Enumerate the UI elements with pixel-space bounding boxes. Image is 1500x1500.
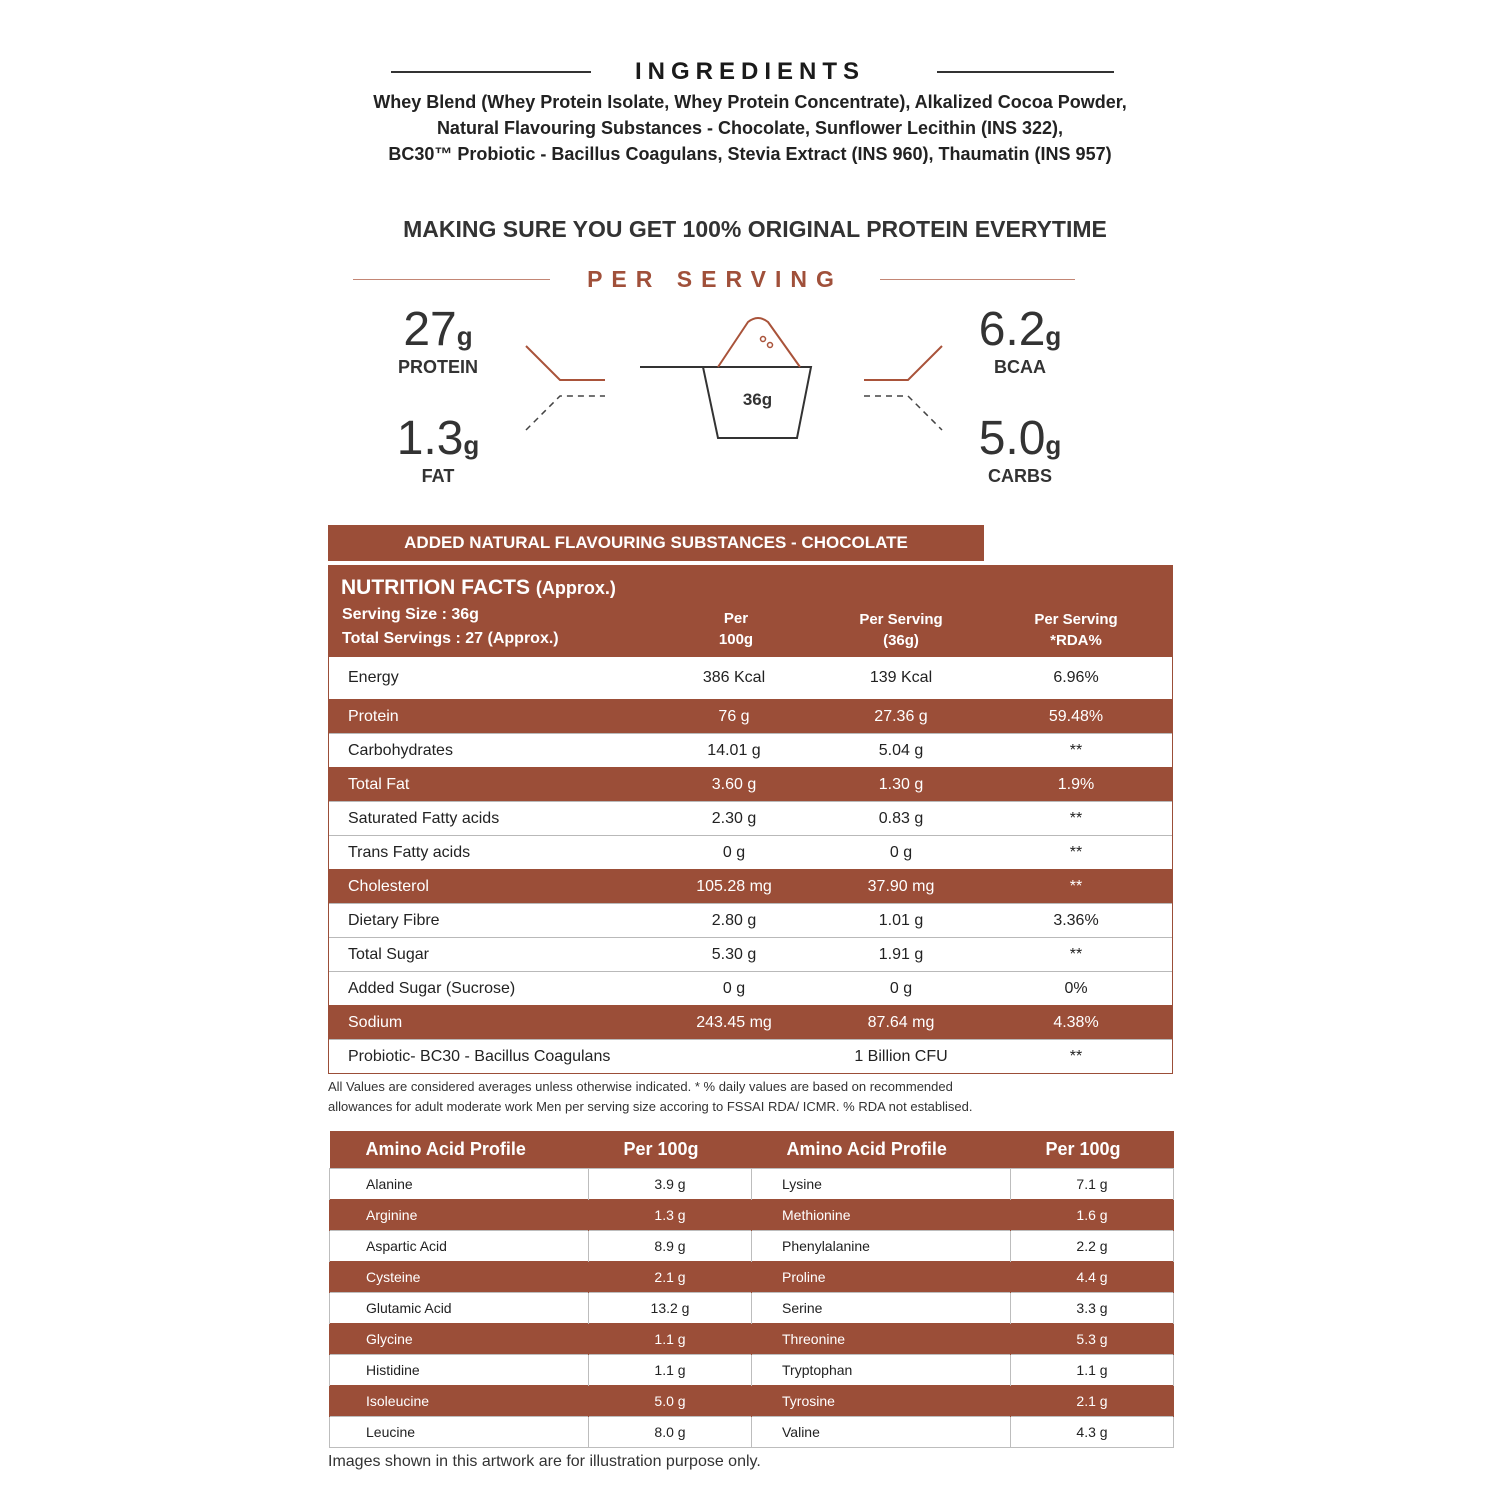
ingredients-line-2: Natural Flavouring Substances - Chocolate, Sunflower Lecithin (INS 322), xyxy=(436,118,1064,138)
ingredients-title: INGREDIENTS xyxy=(634,58,865,85)
amino-header-row xyxy=(330,1131,1174,1169)
amino-value-left: 3.9 g xyxy=(589,1169,752,1200)
col-per-serving: Per Serving (36g) xyxy=(859,611,943,649)
nutrient-name: Protein xyxy=(348,707,399,725)
fat-value: 1.3g xyxy=(396,412,480,465)
amino-value-left: 8.0 g xyxy=(589,1417,752,1448)
nutrition-row xyxy=(329,869,1172,903)
amino-row xyxy=(330,1262,1174,1293)
total-servings: Total Servings : 27 (Approx.) xyxy=(342,630,559,647)
nutrition-row xyxy=(329,937,1172,971)
amino-value-left: 1.1 g xyxy=(589,1355,752,1386)
per-serving-value: 139 Kcal xyxy=(869,669,933,686)
rda-value: 4.38% xyxy=(1053,1013,1099,1031)
per-100g-value: 5.30 g xyxy=(711,945,757,963)
amino-name-right: Valine xyxy=(752,1417,1011,1448)
illustration-disclaimer: Images shown in this artwork are for illustration purpose only. xyxy=(328,1453,761,1470)
bcaa-value: 6.2g xyxy=(978,303,1062,356)
amino-name-left: Glycine xyxy=(330,1324,589,1355)
protein-label: PROTEIN xyxy=(397,357,478,377)
amino-header-profile-right: Amino Acid Profile xyxy=(752,1131,1011,1169)
rda-value: ** xyxy=(1069,741,1083,759)
amino-header-per100-right: Per 100g xyxy=(1011,1131,1174,1169)
amino-value-right: 4.4 g xyxy=(1011,1262,1174,1293)
nutrition-row xyxy=(329,733,1172,767)
carbs-label: CARBS xyxy=(987,466,1052,486)
nutrient-name: Saturated Fatty acids xyxy=(348,809,500,827)
nutrition-row xyxy=(329,699,1172,733)
per-100g-value: 105.28 mg xyxy=(696,877,772,895)
nutrition-row xyxy=(329,767,1172,801)
fat-label: FAT xyxy=(421,466,455,486)
per-serving-value: 37.90 mg xyxy=(867,877,935,895)
flavour-banner: ADDED NATURAL FLAVOURING SUBSTANCES - CHOCOLATE xyxy=(328,525,984,561)
nutrient-name: Dietary Fibre xyxy=(348,911,440,929)
per-100g-value: 76 g xyxy=(718,707,750,725)
nutrient-name: Energy xyxy=(348,669,399,686)
amino-name-right: Threonine xyxy=(752,1324,1011,1355)
nutrition-facts-table xyxy=(328,565,1173,1074)
ingredients-line-1: Whey Blend (Whey Protein Isolate, Whey Protein Concentrate), Alkalized Cocoa Powder, xyxy=(373,92,1127,112)
nutrient-name: Total Sugar xyxy=(348,945,429,963)
nutrition-row xyxy=(329,1039,1172,1073)
amino-value-left: 1.3 g xyxy=(589,1200,752,1231)
per-serving-value: 1 Billion CFU xyxy=(854,1047,948,1065)
scoop-icon xyxy=(640,318,811,438)
amino-row xyxy=(330,1200,1174,1231)
scoop-diagram xyxy=(0,0,1500,500)
rda-value: ** xyxy=(1069,843,1083,861)
amino-row xyxy=(330,1355,1174,1386)
amino-value-left: 5.0 g xyxy=(589,1386,752,1417)
amino-name-right: Lysine xyxy=(752,1169,1011,1200)
amino-name-right: Tryptophan xyxy=(752,1355,1011,1386)
connector-carbs xyxy=(864,396,942,430)
rda-value: ** xyxy=(1069,945,1083,963)
amino-name-right: Tyrosine xyxy=(752,1386,1011,1417)
ingredients-line-3: BC30™ Probiotic - Bacillus Coagulans, Stevia Extract (INS 960), Thaumatin (INS 957) xyxy=(388,144,1112,164)
amino-value-right: 2.2 g xyxy=(1011,1231,1174,1262)
amino-acid-table xyxy=(329,1131,1174,1448)
footnote-line-1: All Values are considered averages unless otherwise indicated. * % daily values are based on recommended xyxy=(328,1079,953,1094)
amino-name-left: Isoleucine xyxy=(330,1386,589,1417)
serving-size: Serving Size : 36g xyxy=(342,606,479,623)
nutrition-row xyxy=(329,1005,1172,1039)
rda-value: 3.36% xyxy=(1053,911,1099,929)
amino-name-right: Serine xyxy=(752,1293,1011,1324)
nutrient-name: Sodium xyxy=(348,1013,403,1031)
per-serving-value: 5.04 g xyxy=(878,741,924,759)
amino-row xyxy=(330,1293,1174,1324)
col-rda: Per Serving *RDA% xyxy=(1034,611,1118,649)
amino-name-left: Glutamic Acid xyxy=(330,1293,589,1324)
per-100g-value: 0 g xyxy=(722,843,746,861)
amino-name-right: Phenylalanine xyxy=(752,1231,1011,1262)
protein-value: 27g xyxy=(403,303,473,356)
amino-name-left: Aspartic Acid xyxy=(330,1231,589,1262)
per-serving-value: 1.01 g xyxy=(878,911,924,929)
amino-value-left: 1.1 g xyxy=(589,1324,752,1355)
connector-bcaa xyxy=(864,346,942,380)
amino-value-right: 5.3 g xyxy=(1011,1324,1174,1355)
amino-row xyxy=(330,1231,1174,1262)
amino-value-right: 3.3 g xyxy=(1011,1293,1174,1324)
per-100g-value: 2.30 g xyxy=(711,809,757,827)
amino-name-right: Methionine xyxy=(752,1200,1011,1231)
amino-header-per100-left: Per 100g xyxy=(589,1131,752,1169)
rda-value: 0% xyxy=(1064,979,1088,997)
carbs-value: 5.0g xyxy=(978,412,1062,465)
per-100g-value: 0 g xyxy=(722,979,746,997)
nutrition-row xyxy=(329,801,1172,835)
per-serving-value: 87.64 mg xyxy=(867,1013,935,1031)
per-serving-value: 1.91 g xyxy=(878,945,924,963)
per-100g-value: 386 Kcal xyxy=(702,669,766,686)
per-serving-value: 1.30 g xyxy=(878,775,924,793)
amino-row xyxy=(330,1417,1174,1448)
rda-value: ** xyxy=(1069,809,1083,827)
per-100g-value: 14.01 g xyxy=(707,741,761,759)
nutrition-rows xyxy=(329,657,1172,1073)
per-100g-value: 2.80 g xyxy=(711,911,757,929)
per-100g-value: 3.60 g xyxy=(711,775,757,793)
per-serving-value: 0.83 g xyxy=(878,809,924,827)
connector-protein xyxy=(526,346,605,380)
nutrient-name: Trans Fatty acids xyxy=(348,843,471,861)
tagline: MAKING SURE YOU GET 100% ORIGINAL PROTEIN EVERYTIME xyxy=(403,216,1107,242)
rda-value: 1.9% xyxy=(1057,775,1095,793)
rda-value: 59.48% xyxy=(1048,707,1104,725)
nutrition-facts-header xyxy=(329,566,1172,657)
amino-name-left: Leucine xyxy=(330,1417,589,1448)
per-serving-value: 0 g xyxy=(889,843,913,861)
nutrition-row xyxy=(329,657,1172,699)
amino-name-right: Proline xyxy=(752,1262,1011,1293)
amino-value-right: 1.1 g xyxy=(1011,1355,1174,1386)
rda-value: 6.96% xyxy=(1053,669,1099,686)
amino-value-right: 1.6 g xyxy=(1011,1200,1174,1231)
per-serving-title: PER SERVING xyxy=(587,266,843,292)
nutrient-name: Cholesterol xyxy=(348,877,429,895)
amino-row xyxy=(330,1386,1174,1417)
footnote-line-2: allowances for adult moderate work Men per serving size accoring to FSSAI RDA/ ICMR. % RDA not establised. xyxy=(328,1099,973,1114)
col-per-100g: Per 100g xyxy=(718,610,754,648)
rda-value: ** xyxy=(1069,1047,1083,1065)
amino-value-right: 4.3 g xyxy=(1011,1417,1174,1448)
amino-value-right: 7.1 g xyxy=(1011,1169,1174,1200)
nutrition-row xyxy=(329,903,1172,937)
amino-name-left: Arginine xyxy=(330,1200,589,1231)
nutrient-name: Probiotic- BC30 - Bacillus Coagulans xyxy=(348,1047,611,1065)
nutrition-title: NUTRITION FACTS (Approx.) xyxy=(341,576,616,599)
amino-value-left: 8.9 g xyxy=(589,1231,752,1262)
nutrient-name: Total Fat xyxy=(348,775,410,793)
amino-row xyxy=(330,1324,1174,1355)
amino-value-left: 2.1 g xyxy=(589,1262,752,1293)
nutrition-row xyxy=(329,835,1172,869)
per-serving-value: 27.36 g xyxy=(874,707,928,725)
nutrient-name: Carbohydrates xyxy=(348,741,453,759)
amino-value-right: 2.1 g xyxy=(1011,1386,1174,1417)
per-serving-value: 0 g xyxy=(889,979,913,997)
per-100g-value: 243.45 mg xyxy=(696,1013,772,1031)
amino-name-left: Alanine xyxy=(330,1169,589,1200)
amino-name-left: Histidine xyxy=(330,1355,589,1386)
nutrient-name: Added Sugar (Sucrose) xyxy=(348,979,516,997)
amino-row xyxy=(330,1169,1174,1200)
bcaa-label: BCAA xyxy=(994,357,1046,377)
scoop-label: 36g xyxy=(742,390,773,409)
rda-value: ** xyxy=(1069,877,1083,895)
connector-fat xyxy=(526,396,605,430)
nutrition-row xyxy=(329,971,1172,1005)
amino-value-left: 13.2 g xyxy=(589,1293,752,1324)
amino-name-left: Cysteine xyxy=(330,1262,589,1293)
amino-header-profile-left: Amino Acid Profile xyxy=(330,1131,589,1169)
